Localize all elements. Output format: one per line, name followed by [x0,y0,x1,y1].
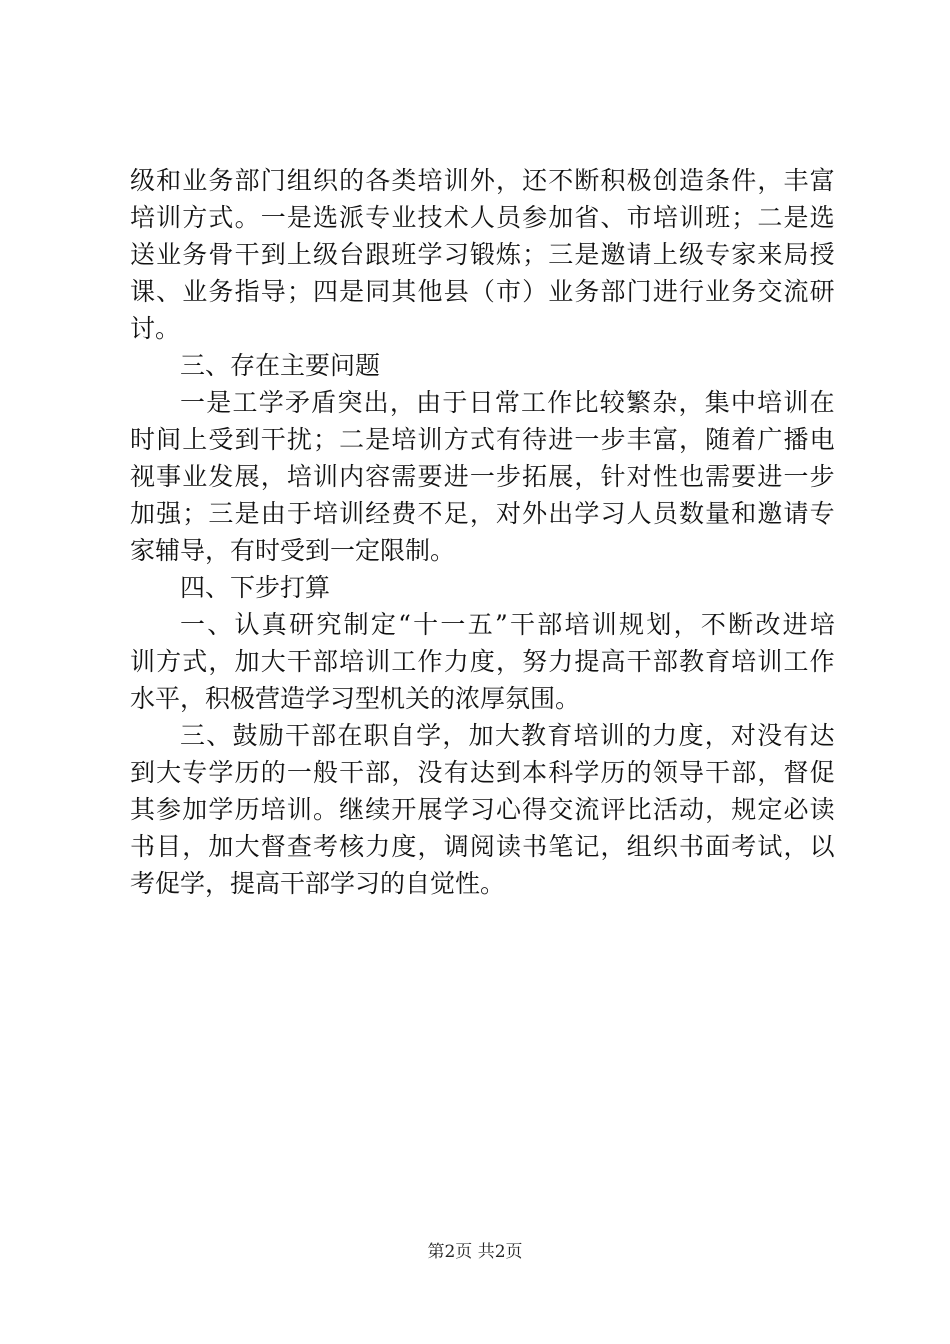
text-line: 到 大 专 学 历 的 一 般 干 部 ， 没 有 达 到 本 科 学 历 的 领 导 干 部 ， 督 促 [130,758,835,787]
text-line: 讨。 [130,314,181,343]
text-line: 级 和 业 务 部 门 组 织 的 各 类 培 训 外 ， 还 不 断 积 极 创 造 条 件 ， 丰 富 [130,166,835,195]
text-line: 视 事 业 发 展 ， 培 训 内 容 需 要 进 一 步 拓 展 ， 针 对 性 也 需 要 进 一 步 [130,462,835,491]
text-line: 时 间 上 受 到 干 扰 ； 二 是 培 训 方 式 有 待 进 一 步 丰 富 ， 随 着 广 播 电 [130,425,835,454]
text-line: 家辅导，有时受到一定限制。 [130,536,456,565]
text-line: 训 方 式 ， 加 大 干 部 培 训 工 作 力 度 ， 努 力 提 高 干 部 教 育 培 训 工 作 [130,647,835,676]
text-line: 一 是 工 学 矛 盾 突 出 ， 由 于 日 常 工 作 比 较 繁 杂 ， 集 中 培 训 在 [180,388,835,417]
text-line: 培 训 方 式 。 一 是 选 派 专 业 技 术 人 员 参 加 省 、 市 培 训 班 ； 二 是 选 [130,203,835,232]
text-line: 三 、 鼓 励 干 部 在 职 自 学 ， 加 大 教 育 培 训 的 力 度 ， 对 没 有 达 [180,721,835,750]
text-line: 三、存在主要问题 [180,351,381,380]
text-line: 一 、 认 真 研 究 制 定 “ 十 一 五 ” 干 部 培 训 规 划 ， 不 断 改 进 培 [180,610,835,639]
text-line: 其 参 加 学 历 培 训 。 继 续 开 展 学 习 心 得 交 流 评 比 活 动 ， 规 定 必 读 [130,795,835,824]
text-line: 书 目 ， 加 大 督 查 考 核 力 度 ， 调 阅 读 书 笔 记 ， 组 织 书 面 考 试 ， 以 [130,832,835,861]
text-line: 四、下步打算 [180,573,331,602]
text-line: 考促学，提高干部学习的自觉性。 [130,869,506,898]
text-line: 送 业 务 骨 干 到 上 级 台 跟 班 学 习 锻 炼 ； 三 是 邀 请 上 级 专 家 来 局 授 [130,240,835,269]
text-line: 水平，积极营造学习型机关的浓厚氛围。 [130,684,581,713]
document-body [130,162,835,902]
text-line: 加 强 ； 三 是 由 于 培 训 经 费 不 足 ， 对 外 出 学 习 人 员 数 量 和 邀 请 专 [130,499,835,528]
page-footer: 第2页 共2页 [427,1242,523,1262]
text-line: 课 、 业 务 指 导 ； 四 是 同 其 他 县 （ 市 ） 业 务 部 门 进 行 业 务 交 流 研 [130,277,835,306]
